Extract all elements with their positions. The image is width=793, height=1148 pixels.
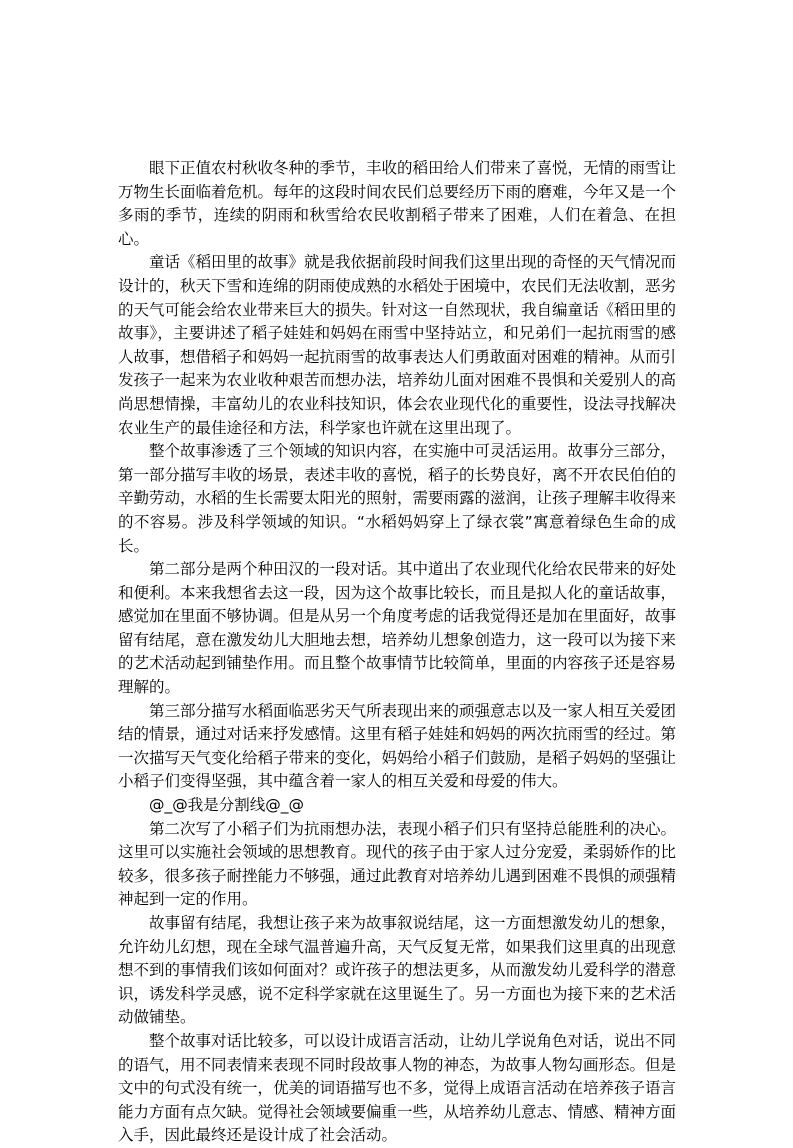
separator-line: @_@我是分割线@_@ (149, 796, 305, 815)
paragraph-part-one: 整个故事渗透了三个领域的知识内容，在实施中可灵活运用。故事分三部分，第一部分描写丰收的场景，表述丰收的喜悦，稻子的长势良好，离不开农民伯伯的辛勤劳动，水稻的生长需要太阳光的照射，需要雨露的滋润，让孩子理解丰收得来的不容易。涉及科学领域的知识。“水稻妈妈穿上了绿衣裳”寓意着绿色生命的成长。 (118, 442, 677, 555)
paragraph-story-background: 童话《稻田里的故事》就是我依据前段时间我们这里出现的奇怪的天气情况而设计的，秋天下雪和连绵的阴雨使成熟的水稻处于困境中，农民们无法收割，恶劣的天气可能会给农业带来巨大的损失。针对这一自然现状，我自编童话《稻田里的故事》，主要讲述了稻子娃娃和妈妈在雨雪中坚持站立，和兄弟们一起抗雨雪的感人故事，想借稻子和妈妈一起抗雨雪的故事表达人们勇敢面对困难的精神。从而引发孩子一起来为农业收种艰苦而想办法，培养幼儿面对困难不畏惧和关爱别人的高尚思想情操，丰富幼儿的农业科技知识，体会农业现代化的重要性，设法寻找解决农业生产的最佳途径和方法，科学家也许就在这里出现了。 (118, 253, 677, 437)
paragraph-part-two: 第二部分是两个种田汉的一段对话。其中道出了农业现代化给农民带来的好处和便利。本来我想省去这一段，因为这个故事比较长，而且是拟人化的童话故事，感觉加在里面不够协调。但是从另一个角度考虑的话我觉得还是加在里面好，故事留有结尾，意在激发幼儿大胆地去想，培养幼儿想象创造力，这一段可以为接下来的艺术活动起到铺垫作用。而且整个故事情节比较简单，里面的内容孩子还是容易理解的。 (118, 560, 677, 697)
paragraph-ending: 故事留有结尾，我想让孩子来为故事叙说结尾，这一方面想激发幼儿的想象，允许幼儿幻想，现在全球气温普遍升高，天气反复无常，如果我们这里真的出现意想不到的事情我们该如何面对？或许孩子的想法更多，从而激发幼儿爱科学的潜意识，诱发科学灵感，说不定科学家就在这里诞生了。另一方面也为接下来的艺术活动做铺垫。 (118, 914, 677, 1027)
document-body (118, 157, 676, 1148)
paragraph-intro: 眼下正值农村秋收冬种的季节，丰收的稻田给人们带来了喜悦，无情的雨雪让万物生长面临着危机。每年的这段时间农民们总要经历下雨的磨难，今年又是一个多雨的季节，连续的阴雨和秋雪给农民收割稻子带来了困难，人们在着急、在担心。 (118, 159, 677, 248)
paragraph-part-three: 第三部分描写水稻面临恶劣天气所表现出来的顽强意志以及一家人相互关爱团结的情景，通过对话来抒发感情。这里有稻子娃娃和妈妈的两次抗雨雪的经过。第一次描写天气变化给稻子带来的变化，妈妈给小稻子们鼓励，是稻子妈妈的坚强让小稻子们变得坚强，其中蕴含着一家人的相互关爱和母爱的伟大。 (118, 701, 677, 791)
paragraph-conclusion: 整个故事对话比较多，可以设计成语言活动，让幼儿学说角色对话，说出不同的语气，用不同表情来表现不同时段故事人物的神态，为故事人物勾画形态。但是文中的句式没有统一，优美的词语描写也不多，觉得上成语言活动在培养孩子语言能力方面有点欠缺。觉得社会领域要偏重一些，从培养幼儿意志、情感、精神方面入手，因此最终还是设计成了社会活动。 (118, 1031, 677, 1145)
paragraph-second-time: 第二次写了小稻子们为抗雨想办法，表现小稻子们只有坚持总能胜利的决心。这里可以实施社会领域的思想教育。现代的孩子由于家人过分宠爱，柔弱娇作的比较多，很多孩子耐挫能力不够强，通过此教育对培养幼儿遇到困难不畏惧的顽强精神起到一定的作用。 (118, 819, 677, 909)
